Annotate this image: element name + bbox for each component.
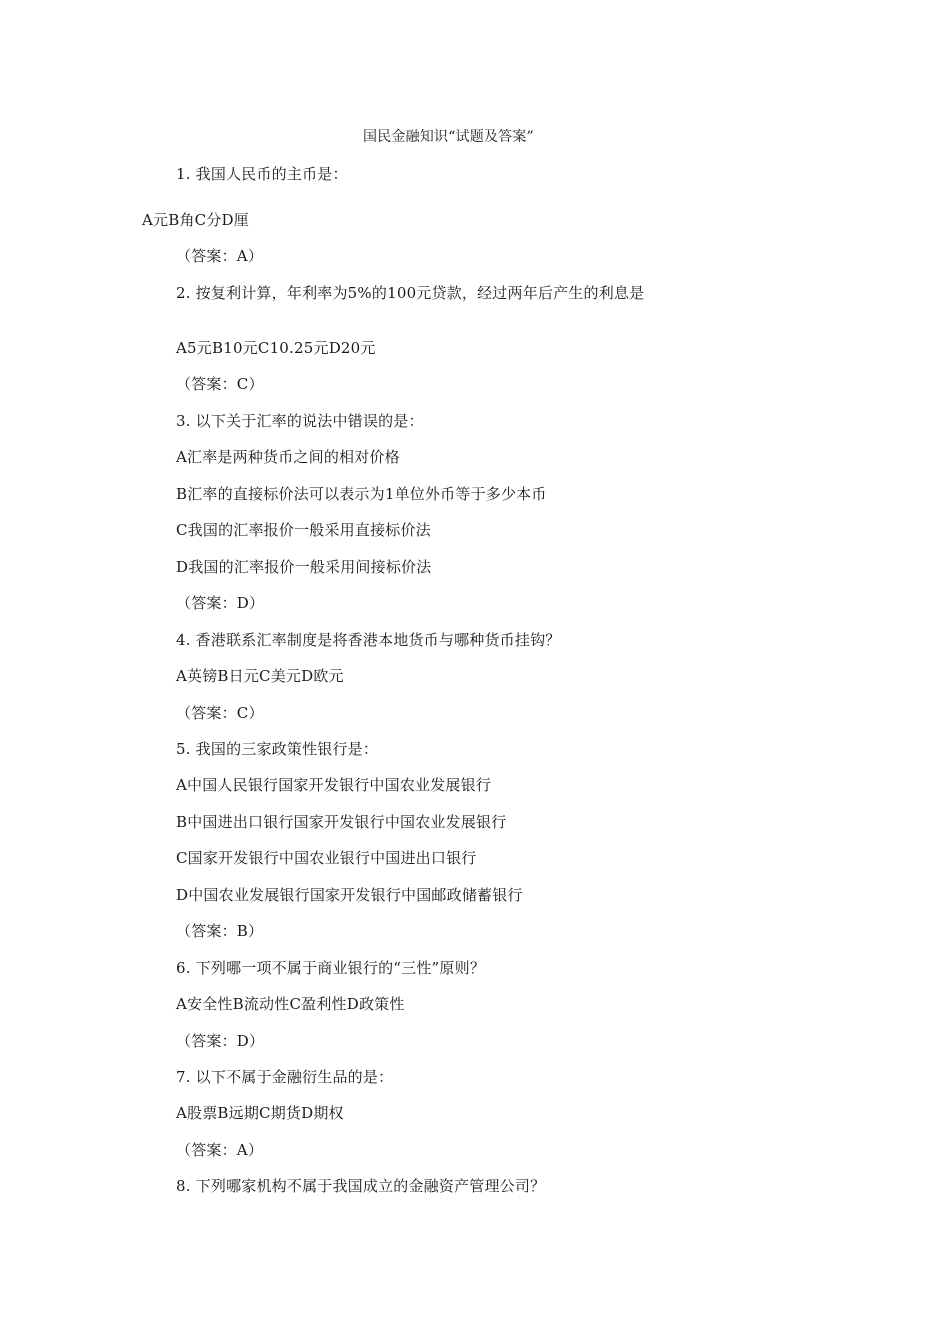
question-3-option-b: B汇率的直接标价法可以表示为1单位外币等于多少本币 (176, 485, 547, 503)
question-4-options: A英镑B日元C美元D欧元 (176, 667, 344, 685)
question-4: 4. 香港联系汇率制度是将香港本地货币与哪种货币挂钩？ (176, 631, 561, 649)
question-5-option-d: D中国农业发展银行国家开发银行中国邮政储蓄银行 (176, 886, 523, 904)
question-1-answer: （答案：A） (176, 247, 264, 265)
question-7-answer: （答案：A） (176, 1141, 264, 1159)
question-5-option-a: A中国人民银行国家开发银行中国农业发展银行 (176, 776, 492, 794)
question-4-answer: （答案：C） (176, 704, 264, 722)
question-2: 2. 按复利计算，年利率为5%的100元贷款，经过两年后产生的利息是 (176, 284, 645, 302)
question-3: 3. 以下关于汇率的说法中错误的是： (176, 412, 424, 430)
question-5: 5. 我国的三家政策性银行是： (176, 740, 379, 758)
question-6-options: A安全性B流动性C盈利性D政策性 (176, 995, 405, 1013)
question-2-answer: （答案：C） (176, 375, 264, 393)
document-title: 国民金融知识“试题及答案” (363, 129, 534, 145)
question-3-option-a: A汇率是两种货币之间的相对价格 (176, 448, 400, 466)
question-6-answer: （答案：D） (176, 1032, 265, 1050)
question-6: 6. 下列哪一项不属于商业银行的“三性”原则？ (176, 959, 486, 977)
question-5-option-b: B中国进出口银行国家开发银行中国农业发展银行 (176, 813, 507, 831)
question-1-options: A元B角C分D厘 (142, 211, 249, 229)
question-3-option-d: D我国的汇率报价一般采用间接标价法 (176, 558, 432, 576)
question-1: 1. 我国人民币的主币是： (176, 165, 348, 183)
question-3-option-c: C我国的汇率报价一般采用直接标价法 (176, 521, 431, 539)
question-7-options: A股票B远期C期货D期权 (176, 1104, 344, 1122)
question-5-option-c: C国家开发银行中国农业银行中国进出口银行 (176, 849, 477, 867)
question-3-answer: （答案：D） (176, 594, 265, 612)
question-8: 8. 下列哪家机构不属于我国成立的金融资产管理公司？ (176, 1177, 546, 1195)
question-2-options: A5元B10元C10.25元D20元 (176, 339, 376, 357)
question-7: 7. 以下不属于金融衍生品的是： (176, 1068, 394, 1086)
question-5-answer: （答案：B） (176, 922, 264, 940)
